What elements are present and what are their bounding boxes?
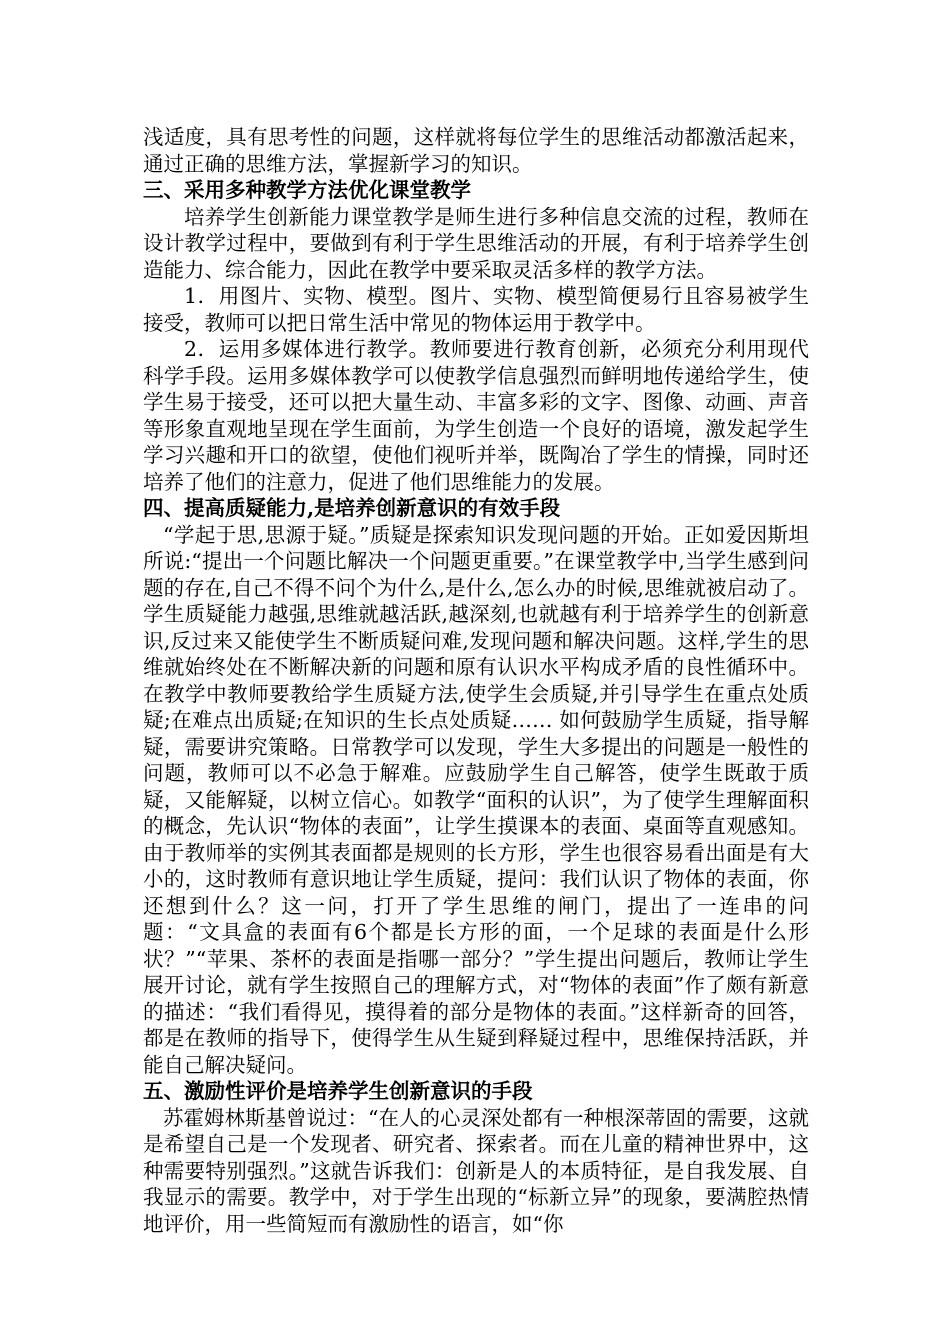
- section-heading-4: 四、提高质疑能力,是培养创新意识的有效手段: [143, 496, 561, 520]
- paragraph-method-2: 2．运用多媒体进行教学。教师要进行教育创新，必须充分利用现代科学手段。运用多媒体教学可以使教学信息强烈而鲜明地传递给学生，使学生易于接受，还可以把大量生动、丰富多彩的文字、图像、动画、声音等形象直观地呈现在学生面前，为学生创造一个良好的语境，激发起学生学习兴趣和开口的欲望，使他们视听并举，既陶冶了学生的情操，同时还培养了他们的注意力，促进了他们思维能力的发展。: [143, 337, 809, 494]
- document-body: [143, 124, 809, 1237]
- section-heading-3: 三、采用多种教学方法优化课堂教学: [143, 178, 471, 202]
- paragraph-continuation: 浅适度，具有思考性的问题，这样就将每位学生的思维活动都激活起来，通过正确的思维方法，掌握新学习的知识。: [143, 125, 809, 176]
- paragraph-section-5: 苏霍姆林斯基曾说过：“在人的心灵深处都有一种根深蒂固的需要，这就是希望自己是一个发现者、研究者、探索者。而在儿童的精神世界中，这种需要特别强烈。”这就告诉我们：创新是人的本质特征，是自我发展、自我显示的需要。教学中，对于学生出现的“标新立异”的现象，要满腔热情地评价，用一些简短而有激励性的语言，如“你: [143, 1105, 809, 1236]
- paragraph-method-1: 1．用图片、实物、模型。图片、实物、模型简便易行且容易被学生接受，教师可以把日常生活中常见的物体运用于教学中。: [143, 284, 809, 335]
- paragraph-section-3-intro: 培养学生创新能力课堂教学是师生进行多种信息交流的过程，教师在设计教学过程中，要做到有利于学生思维活动的开展，有利于培养学生创造能力、综合能力，因此在教学中要采取灵活多样的教学方法。: [143, 204, 809, 282]
- section-heading-5: 五、激励性评价是培养学生创新意识的手段: [143, 1079, 533, 1103]
- paragraph-section-4: “学起于思,思源于疑。”质疑是探索知识发现问题的开始。正如爱因斯坦所说:“提出一个问题比解决一个问题更重要。”在课堂教学中,当学生感到问题的存在,自己不得不问个为什么,是什么,怎么办的时候,思维就被启动了。学生质疑能力越强,思维就越活跃,越深刻,也就越有利于培养学生的创新意识,反过来又能使学生不断质疑问难,发现问题和解决问题。这样,学生的思维就始终处在不断解决新的问题和原有认识水平构成矛盾的良性循环中。在教学中教师要教给学生质疑方法,使学生会质疑,并引导学生在重点处质疑;在难点出质疑;在知识的生长点处质疑…… 如何鼓励学生质疑，指导解疑，需要讲究策略。日常教学可以发现，学生大多提出的问题是一般性的问题，教师可以不必急于解难。应鼓励学生自己解答，使学生既敢于质疑，又能解疑，以树立信心。如教学“面积的认识”，为了使学生理解面积的概念，先认识“物体的表面”，让学生摸课本的表面、桌面等直观感知。由于教师举的实例其表面都是规则的长方形，学生也很容易看出面是有大小的，这时教师有意识地让学生质疑，提问：我们认识了物体的表面，你还想到什么？这一问，打开了学生思维的闸门，提出了一连串的问题：“文具盒的表面有6个都是长方形的面，一个足球的表面是什么形状？”“苹果、茶杯的表面是指哪一部分？”学生提出问题后，教师让学生展开讨论，就有学生按照自己的理解方式，对“物体的表面”作了颇有新意的描述：“我们看得见，摸得着的部分是物体的表面。”这样新奇的回答，都是在教师的指导下，使得学生从生疑到释疑过程中，思维保持活跃，并能自己解决疑问。: [143, 522, 809, 1077]
